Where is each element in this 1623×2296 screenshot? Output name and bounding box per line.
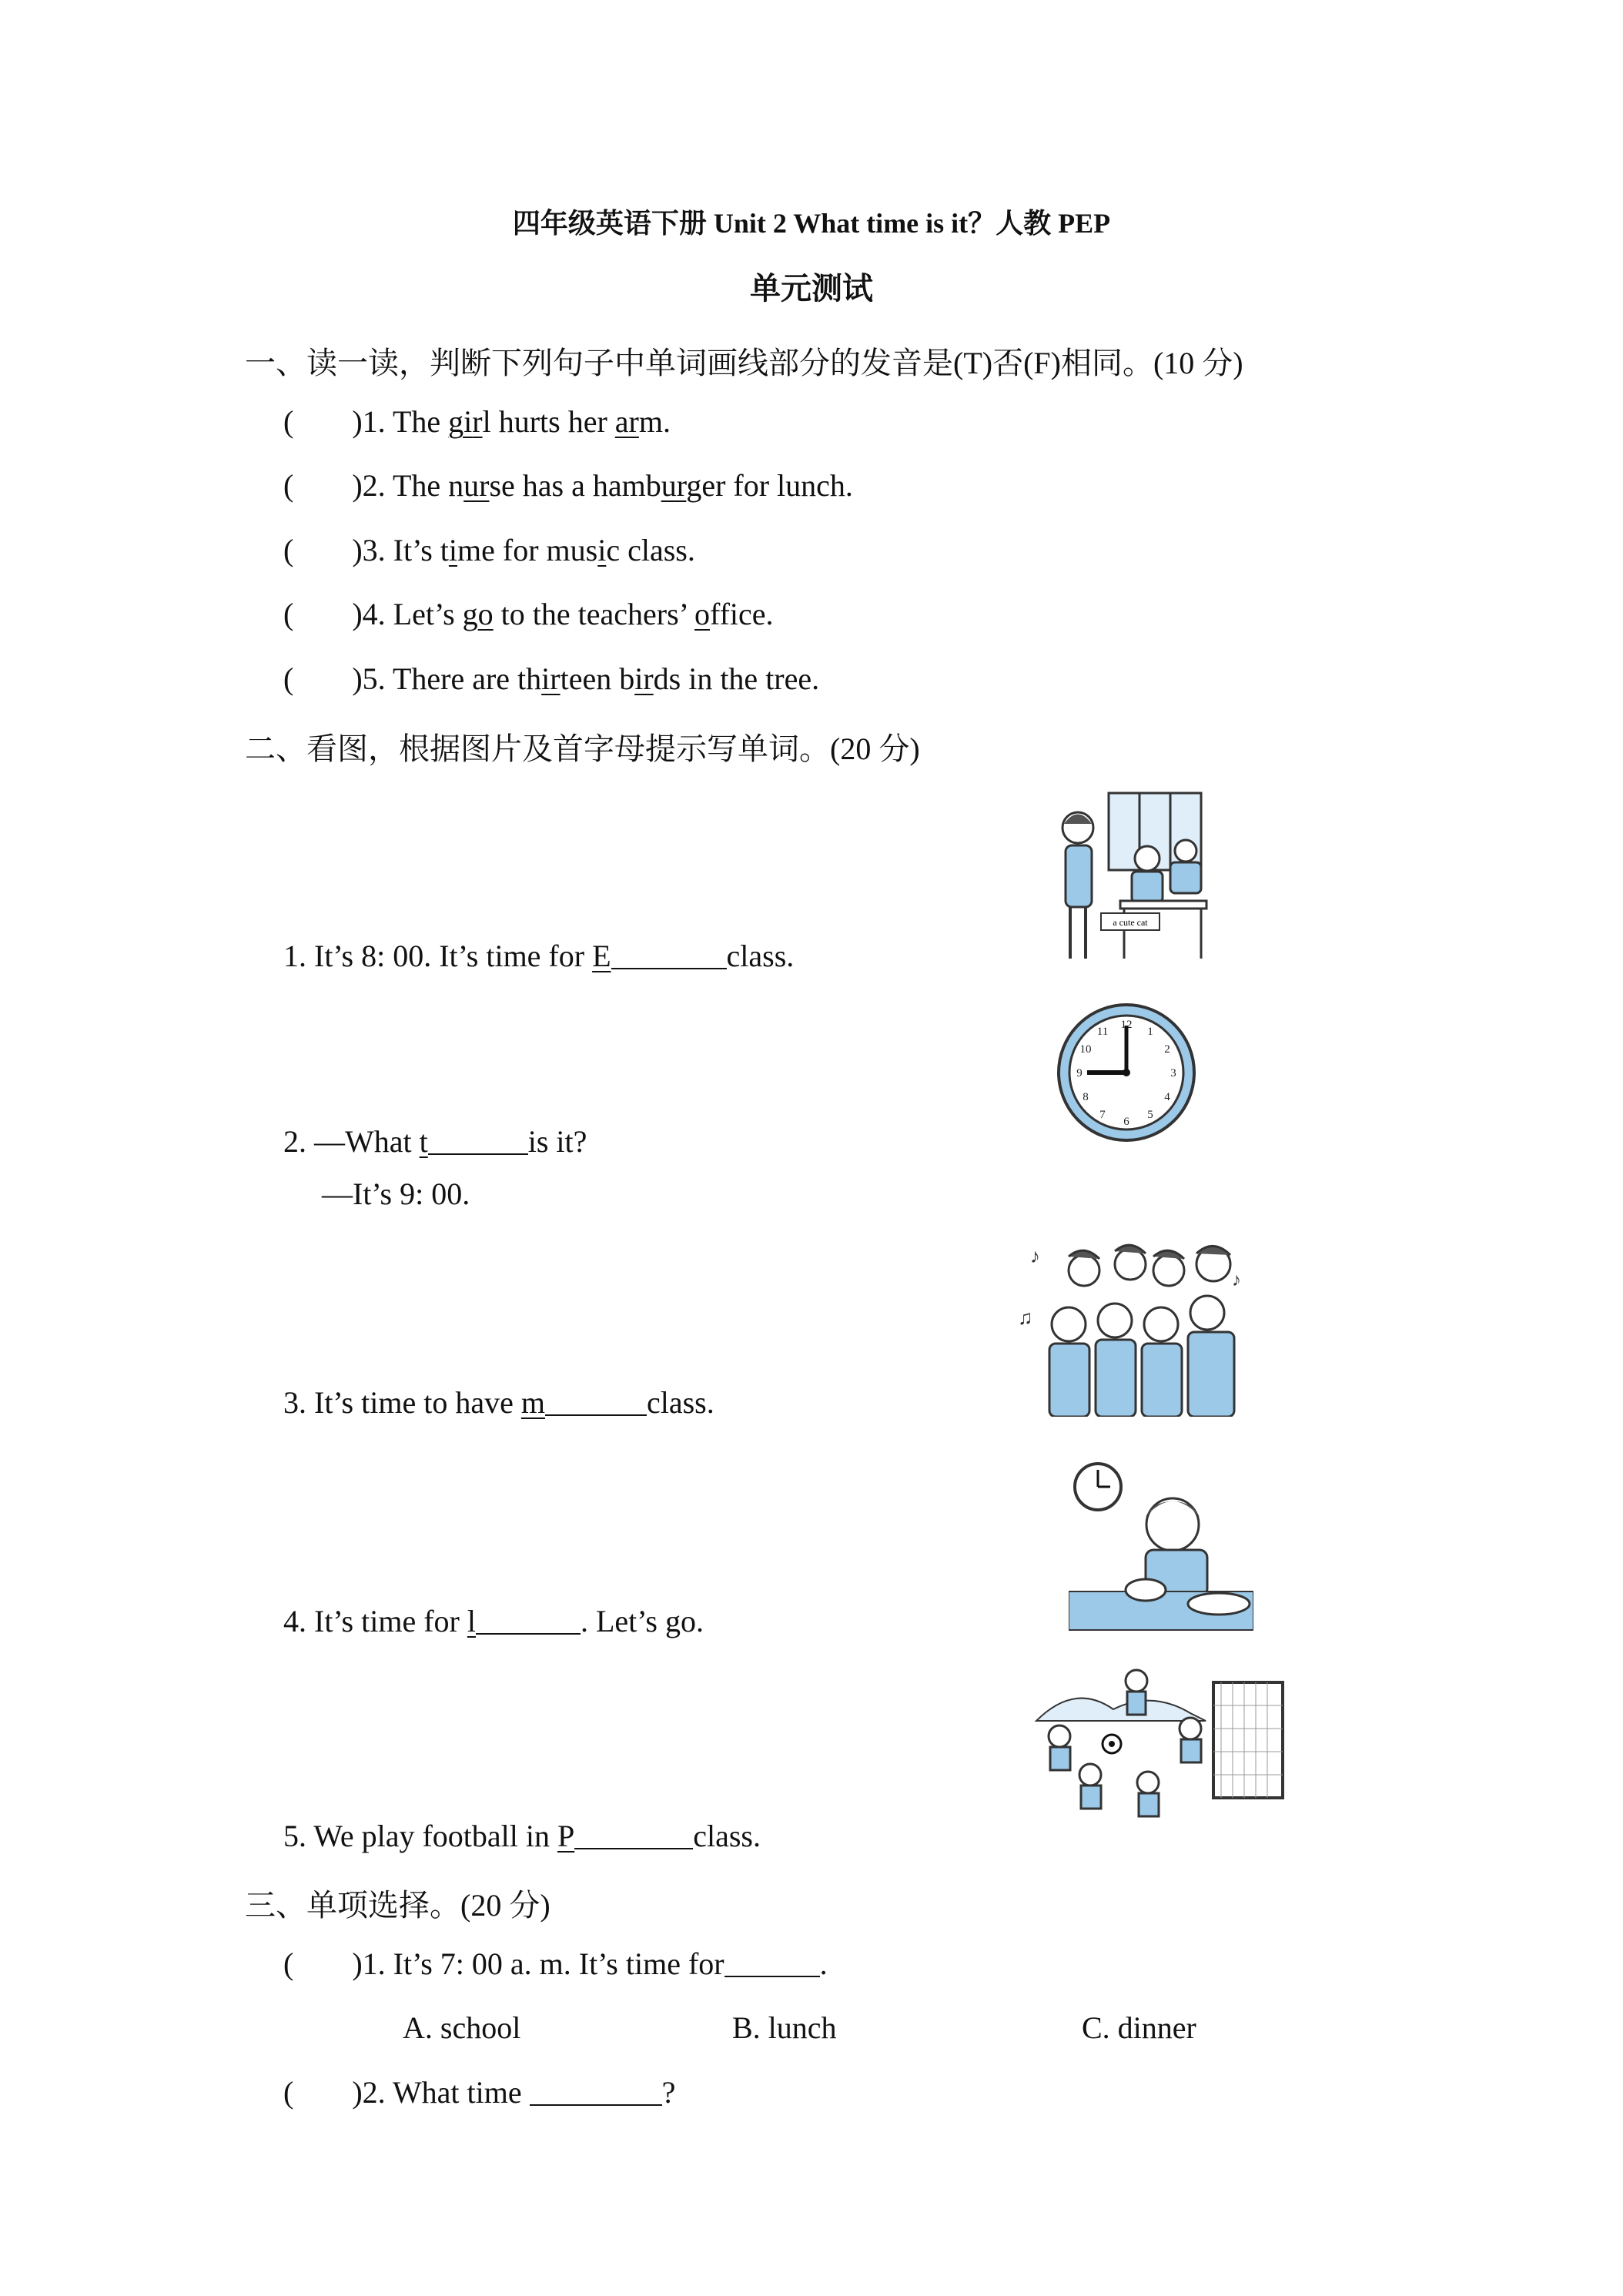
page-subtitle: 单元测试	[750, 271, 873, 306]
section3-question-2: ( )2. What time ?	[283, 2075, 676, 2110]
classroom-english-picture	[1055, 785, 1209, 970]
section1-question-3: ( )3. It’s time for music class.	[283, 533, 695, 567]
section1-question-4: ( )4. Let’s go to the teachers’ office.	[283, 597, 774, 631]
section1-heading: 一、读一读，判断下列句子中单词画线部分的发音是(T)否(F)相同。(10 分)	[245, 346, 1243, 380]
svg-text:5: 5	[1147, 1109, 1153, 1121]
clock-picture	[1055, 1001, 1198, 1144]
svg-text:♫: ♫	[1018, 1307, 1033, 1329]
svg-text:3: 3	[1170, 1067, 1176, 1079]
svg-text:1: 1	[1147, 1026, 1153, 1038]
section2-question-5: 5. We play football in P class.	[283, 1819, 761, 1853]
answer-paren: (	[283, 404, 294, 439]
option-c[interactable]: C. dinner	[1082, 2010, 1196, 2045]
section1-question-1: ( )1. The girl hurts her arm.	[283, 404, 671, 439]
section3-heading: 三、单项选择。(20 分)	[245, 1888, 550, 1923]
svg-text:7: 7	[1099, 1109, 1106, 1121]
section2-question-2: 2. —What t is it?	[283, 1124, 587, 1159]
football-picture	[1029, 1667, 1287, 1849]
svg-text:11: 11	[1096, 1026, 1109, 1038]
section2-question-3: 3. It’s time to have m class.	[283, 1385, 714, 1420]
svg-text:♪: ♪	[1030, 1245, 1040, 1267]
svg-text:9: 9	[1076, 1067, 1083, 1079]
option-a[interactable]: A. school	[403, 2010, 521, 2045]
picture-label: a cute cat	[1113, 917, 1148, 928]
svg-text:12: 12	[1120, 1019, 1133, 1031]
svg-text:10: 10	[1079, 1043, 1092, 1056]
section2-heading: 二、看图，根据图片及首字母提示写单词。(20 分)	[245, 731, 920, 766]
section3-question-1: ( )1. It’s 7: 00 a. m. It’s time for .	[283, 1946, 828, 1981]
section2-question-4: 4. It’s time for l . Let’s go.	[283, 1604, 704, 1638]
page-title: 四年级英语下册 Unit 2 What time is it？人教 PEP	[512, 208, 1111, 239]
svg-text:2: 2	[1164, 1043, 1170, 1056]
svg-text:♪: ♪	[1232, 1270, 1241, 1290]
section1-question-5: ( )5. There are thirteen birds in the tree.	[283, 661, 820, 696]
section2-question-2-answer: —It’s 9: 00.	[322, 1176, 470, 1211]
svg-text:4: 4	[1164, 1091, 1170, 1103]
svg-text:6: 6	[1123, 1116, 1129, 1128]
boy-lunch-picture	[1069, 1459, 1253, 1632]
svg-text:8: 8	[1083, 1091, 1089, 1103]
option-b[interactable]: B. lunch	[732, 2010, 837, 2045]
section2-question-1: 1. It’s 8: 00. It’s time for E class.	[283, 939, 795, 973]
singing-children-picture	[1015, 1240, 1258, 1417]
section1-question-2: ( )2. The nurse has a hamburger for lunch.	[283, 468, 853, 503]
